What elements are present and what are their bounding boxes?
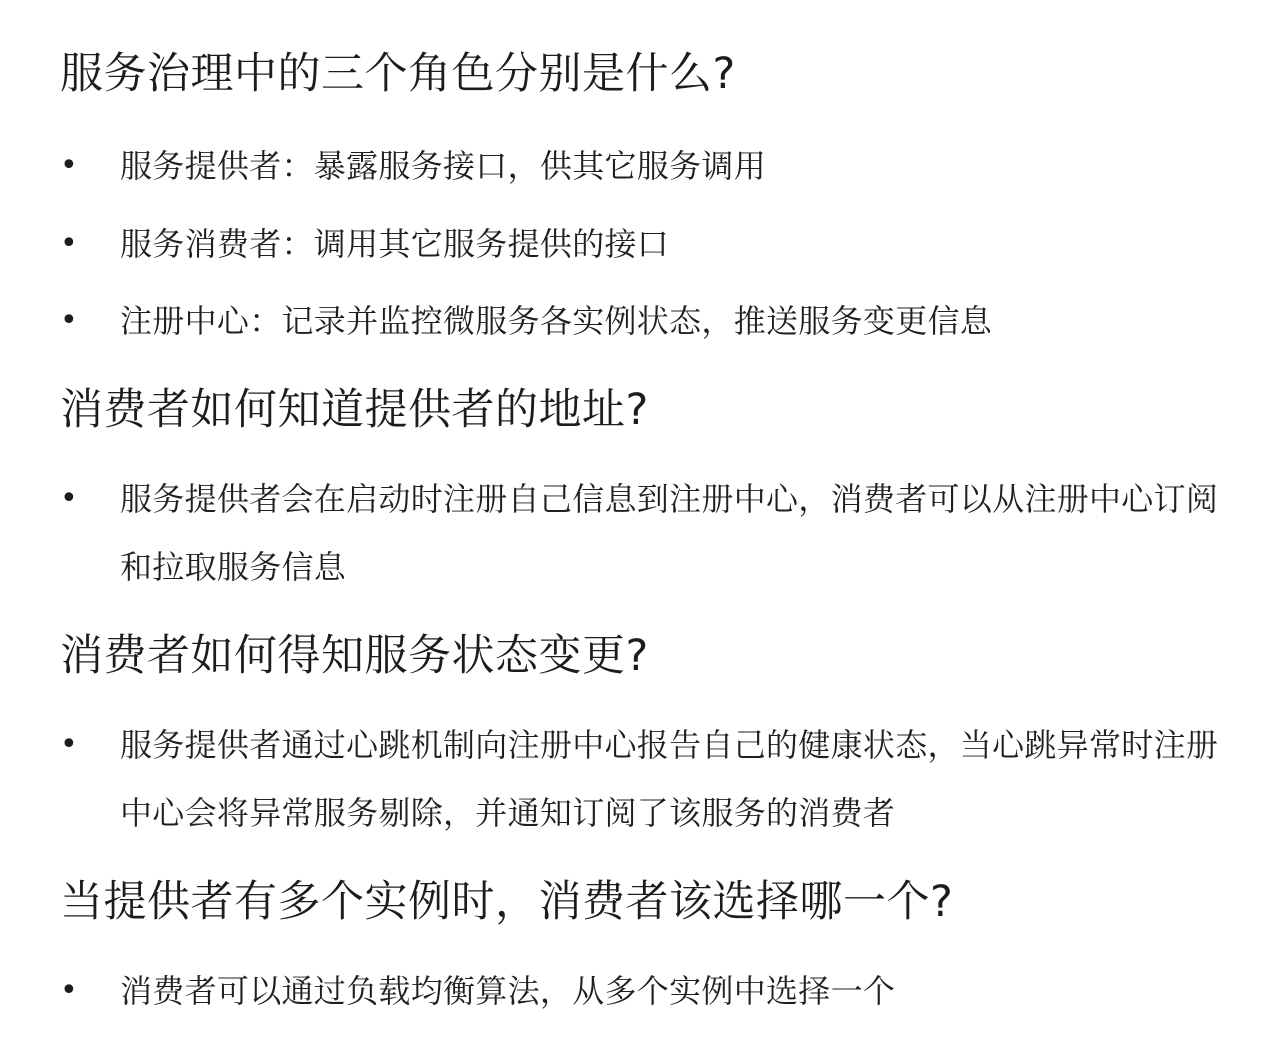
list-item — [60, 132, 1250, 200]
bullet-dot: • — [60, 973, 78, 1008]
list-item-text: 服务提供者通过心跳机制向注册中心报告自己的健康状态，当心跳异常时注册中心会将异常服务剔除，并通知订阅了该服务的消费者 — [120, 726, 1219, 832]
list-item-text: 服务消费者：调用其它服务提供的接口 — [120, 225, 670, 263]
bullet-dot: • — [60, 148, 78, 183]
list-item — [60, 957, 1250, 1025]
list-item — [60, 711, 1250, 847]
bullet-dot: • — [60, 226, 78, 261]
list-item — [60, 465, 1250, 601]
bullet-dot: • — [60, 303, 78, 338]
section-title-roles: 服务治理中的三个角色分别是什么? — [60, 49, 736, 99]
section-title-choose-instance: 当提供者有多个实例时，消费者该选择哪一个? — [60, 877, 954, 927]
list-item-text: 服务提供者：暴露服务接口，供其它服务调用 — [120, 147, 767, 185]
section-title-discover-address: 消费者如何知道提供者的地址? — [60, 385, 649, 435]
list-item-text: 服务提供者会在启动时注册自己信息到注册中心，消费者可以从注册中心订阅和拉取服务信息 — [120, 480, 1219, 586]
list-item-text: 消费者可以通过负载均衡算法，从多个实例中选择一个 — [120, 972, 896, 1010]
section-title-status-change: 消费者如何得知服务状态变更? — [60, 631, 649, 681]
bullet-dot: • — [60, 727, 78, 762]
list-item — [60, 287, 1250, 355]
bullet-dot: • — [60, 481, 78, 516]
list-item — [60, 210, 1250, 278]
list-item-text: 注册中心：记录并监控微服务各实例状态，推送服务变更信息 — [120, 302, 993, 340]
